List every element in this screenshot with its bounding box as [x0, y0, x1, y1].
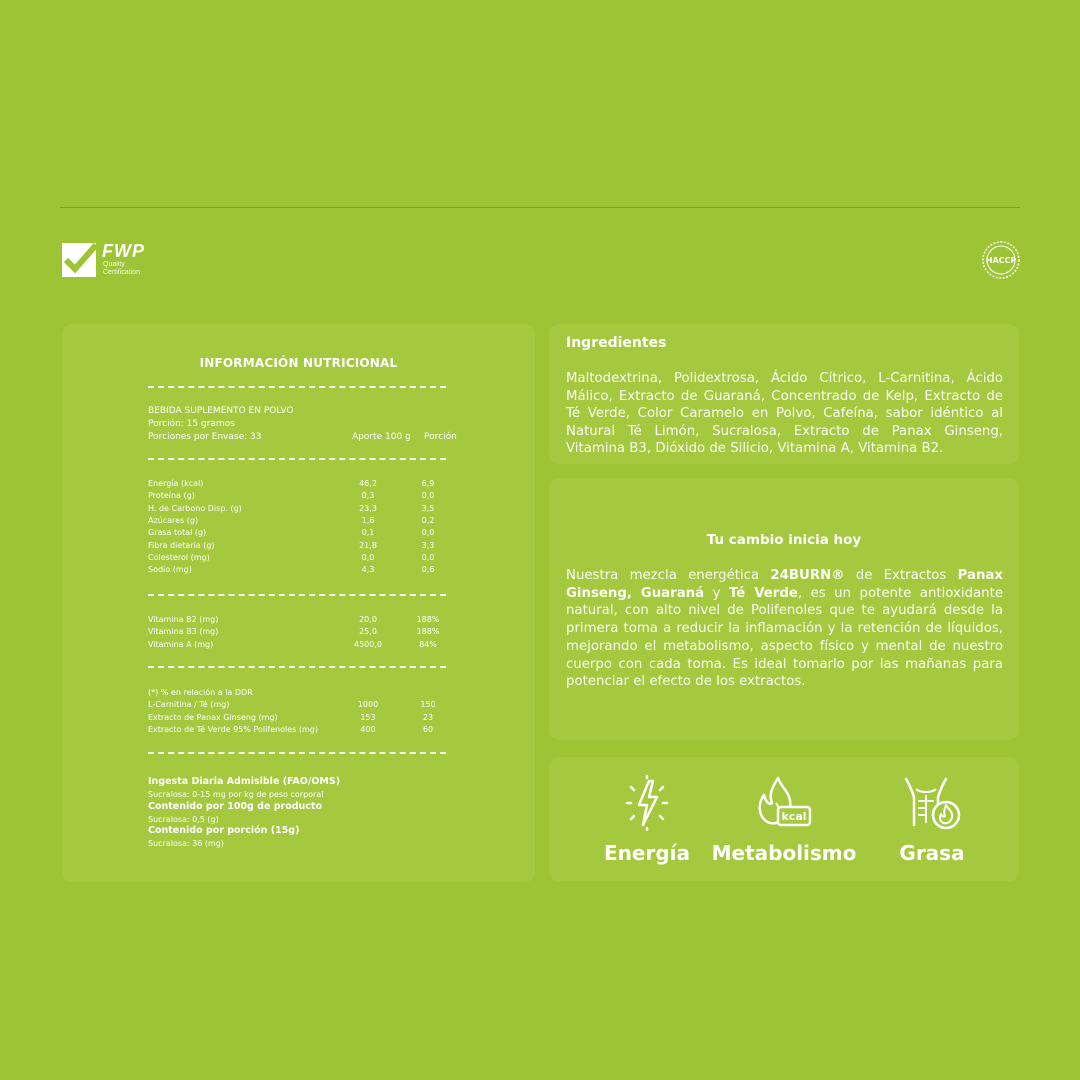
nutrition-row-value-100g: 0,1 — [361, 528, 375, 538]
fwp-sub-line-1: Quality — [103, 261, 125, 268]
nutrition-row-value-portion: 3,5 — [421, 503, 435, 513]
perportion-text: Sucralosa: 36 (mg) — [148, 839, 224, 848]
intake-title: Ingesta Diaria Admisible (FAO/OMS) — [148, 776, 341, 787]
per100-text: Sucralosa: 0,5 (g) — [148, 815, 219, 824]
ingredients-title: Ingredientes — [566, 335, 667, 351]
desc-bold-extracts: Panax Ginseng, Guaraná — [566, 568, 1003, 601]
nutrition-row — [148, 565, 468, 577]
nutrition-row-label: Vitamina A (mg) — [148, 639, 214, 649]
dashed-divider — [148, 594, 446, 596]
nutrition-row-value-portion: 0,0 — [421, 491, 435, 501]
nutrition-row — [148, 491, 468, 503]
nutrition-row-value-portion: 23 — [422, 712, 434, 722]
dashed-divider — [148, 666, 446, 668]
dashed-divider — [148, 386, 446, 388]
benefit-metabolism — [709, 775, 859, 865]
kcal-badge-text: kcal — [781, 810, 807, 823]
nutrition-row — [148, 615, 468, 627]
nutrition-row-label: Grasa total (g) — [148, 528, 207, 538]
benefit-metabolism-label: Metabolismo — [711, 841, 857, 865]
nutrition-row-label: H. de Carbono Disp. (g) — [148, 503, 242, 513]
nutrition-row — [148, 516, 468, 528]
nutrition-row-value-portion: 0,0 — [421, 552, 435, 562]
perportion-title: Contenido por porción (15g) — [148, 825, 300, 836]
nutrition-row — [148, 504, 468, 516]
desc-part: y — [704, 585, 729, 601]
nutrition-row-value-100g: 4500,0 — [354, 639, 382, 649]
ddr-note: (*) % en relación a la DDR — [148, 688, 253, 697]
nutrition-row-label: Sodio (mg) — [148, 565, 192, 575]
nutrition-row-value-100g: 4,3 — [361, 565, 375, 575]
nutrition-row-label: Extracto de Panax Ginseng (mg) — [148, 712, 278, 722]
torso-fat-burn-icon — [900, 775, 964, 831]
desc-bold-brand: 24BURN® — [770, 568, 845, 583]
product-type: BEBIDA SUPLEMENTO EN POLVO — [148, 406, 294, 416]
nutrition-row — [148, 528, 468, 540]
dashed-divider — [148, 752, 446, 754]
nutrition-row-value-100g: 25,0 — [359, 627, 377, 637]
nutrition-row-label: Energía (kcal) — [148, 479, 204, 488]
nutrition-row-label: Azúcares (g) — [148, 515, 199, 525]
nutrition-row-value-portion: 150 — [420, 700, 436, 709]
nutrition-row-label: Proteína (g) — [148, 491, 195, 501]
nutrition-row-value-100g: 0,0 — [361, 552, 375, 562]
nutrition-row-value-portion: 0,0 — [421, 528, 435, 538]
nutrition-row-value-portion: 0,6 — [421, 565, 435, 575]
nutrition-row-value-100g: 400 — [360, 725, 376, 734]
benefits-card — [549, 757, 1019, 881]
nutrition-row-value-portion: 6,9 — [421, 479, 435, 488]
fwp-logo-subtitle — [103, 261, 140, 277]
haccp-seal-text: HACCP — [985, 256, 1017, 265]
nutrition-row — [148, 627, 468, 639]
benefit-fat-label: Grasa — [899, 841, 965, 865]
nutrition-row-value-portion: 188% — [416, 615, 440, 624]
nutrition-row — [148, 479, 468, 491]
nutrition-row-label: Colesterol (mg) — [148, 552, 210, 562]
servings-per-container: Porciones por Envase: 33 — [148, 432, 262, 442]
haccp-seal-icon — [982, 241, 1020, 279]
nutrition-row-value-100g: 46,2 — [359, 479, 377, 488]
nutrition-row-label: Extracto de Té Verde 95% Polifenoles (mg) — [148, 725, 318, 734]
top-divider — [60, 207, 1020, 208]
nutrition-row-value-100g: 21,8 — [359, 540, 377, 550]
nutrition-row-value-100g: 1000 — [357, 700, 379, 709]
nutrition-row — [148, 541, 468, 553]
nutrition-row-value-portion: 188% — [416, 627, 440, 637]
nutrition-row-value-100g: 0,3 — [361, 491, 375, 501]
nutrition-row — [148, 700, 468, 712]
lightning-icon — [617, 775, 677, 831]
benefit-energy-label: Energía — [604, 841, 690, 865]
ingredients-card — [549, 324, 1019, 464]
description-text — [566, 567, 1003, 691]
dashed-divider — [148, 458, 446, 460]
nutrition-row-value-100g: 153 — [360, 712, 376, 722]
nutrition-row-value-100g: 1,6 — [361, 515, 375, 525]
nutrition-row-value-portion: 84% — [419, 639, 437, 649]
nutrition-card — [62, 324, 535, 882]
nutrition-row-value-portion: 0,2 — [421, 515, 435, 525]
desc-bold-green-tea: Té Verde — [728, 585, 798, 601]
column-header-portion: Porción — [424, 432, 457, 442]
intake-text: Sucralosa: 0-15 mg por kg de peso corporal — [148, 790, 324, 799]
nutrition-row — [148, 553, 468, 565]
fwp-sub-line-2: Certification — [103, 269, 140, 276]
nutrition-row — [148, 713, 468, 725]
nutrition-row-value-100g: 20,0 — [359, 615, 377, 624]
nutrition-row — [148, 640, 468, 652]
nutrition-title: INFORMACIÓN NUTRICIONAL — [199, 356, 398, 370]
column-header-100g: Aporte 100 g — [352, 432, 411, 442]
flame-kcal-icon — [752, 775, 816, 831]
nutrition-row-value-100g: 23,3 — [359, 503, 377, 513]
nutrition-row-label: Vitamina B2 (mg) — [148, 615, 219, 624]
ingredients-text: Maltodextrina, Polidextrosa, Ácido Cítrico, L-Carnitina, Ácido Málico, Extracto de Guaraná, Concentrado de Kelp, Extracto de Té Verde, Color Caramelo en Polvo, Cafeína, sabor idéntico al Natural Té Limón, Sucralosa, Extracto de Panax Ginseng, Vitamina B3, Dióxido de Silicio, Vitamina A, Vitamina B2. — [566, 371, 1003, 457]
nutrition-row-label: Fibra dietaria (g) — [148, 540, 215, 550]
desc-part: de Extractos — [844, 568, 958, 583]
nutrition-row-label: L-Carnitina / Té (mg) — [148, 700, 230, 709]
nutrition-row — [148, 725, 468, 737]
benefit-energy — [572, 775, 722, 865]
desc-part: , es un potente antioxidante natural, con alto nivel de Polifenoles que te ayudará desde la primera toma a reducir la inflamación y la retención de líquidos, mejorando el metabolismo, aspecto físico y mental de nuestro cuerpo con cada toma. Es ideal tomarlo por las mañanas para potenciar el efecto de los extractos. — [566, 585, 1003, 690]
nutrition-row-label: Vitamina B3 (mg) — [148, 627, 219, 637]
description-card — [549, 478, 1019, 740]
description-title: Tu cambio inicia hoy — [706, 532, 862, 548]
nutrition-row-value-portion: 3,3 — [421, 540, 435, 550]
per100-title: Contenido por 100g de producto — [148, 801, 322, 812]
fwp-logo — [62, 242, 162, 282]
portion-size: Porción: 15 gramos — [148, 419, 235, 429]
fwp-logo-title: FWP — [102, 241, 145, 261]
nutrition-row-value-portion: 60 — [422, 725, 434, 734]
desc-part: Nuestra mezcla energética — [566, 568, 771, 583]
benefit-fat — [857, 775, 1007, 865]
fwp-check-icon — [62, 242, 98, 278]
